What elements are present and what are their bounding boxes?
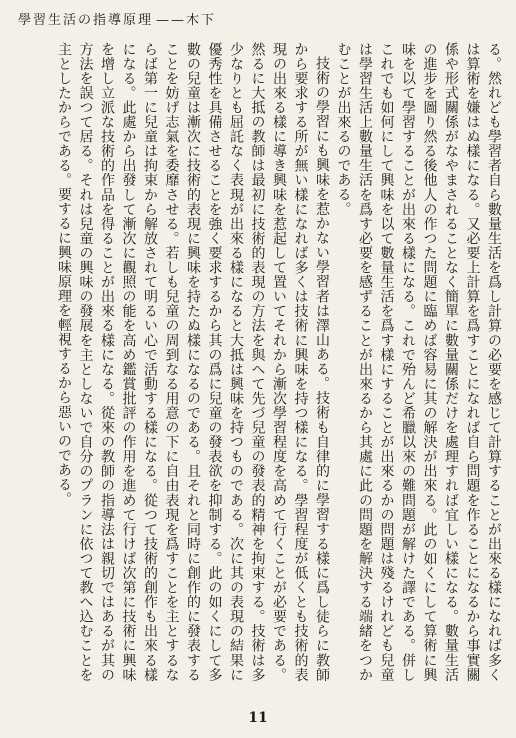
paragraph-arithmetic: る。然れども學習者自ら數量生活を爲し計算の必要を感じて計算することが出來る樣になれば多くは算術を嫌はぬ樣になる。又必要上計算を爲すことになれば自ら問題を作ることになるから事實關係や形式關係がなやまされることなく簡單に數量關係だけを處理すれば宜しい樣になる。數量生活の進步を圖り然る後他人の作つた問題に臨めば容易に其の解決が出來る。此の如くにして算術に興味を以て學習することが出來る樣になる。これで殆んど希臘以來の難問題が解けた譯である。併しこれでも如何にして興味を以て數量生活を爲す樣にすることが出來るかの問題は殘るけれども兒童は學習生活上數量生活を爲す必要を感ずることが出來るから其處に此の問題を解決する端緒をつかむことが出來るのである。 [335,42,502,682]
paragraph-technique: 技術の學習にも興味を惹かない學習者は澤山ある。技術も自律的に學習する樣に爲し徒らに教師から要求する所が無い樣になれば多くは技術に興味を持つ樣になる。學習程度が低くとも技術的表現の出來る樣に導き興味を惹起して置いてそれから漸次學習程度を高めて行くことが必要である。然るに大抵の教師は最初に技術的表現の方法を與へて先づ兒童の發表的精神を拘束する。技術は多少なりとも屈託なく表現が出來る樣になると大抵は興味を持つものである。次に其の表現の結果に優秀性を具備させることを強く要求するから其の爲に兒童の發表欲を抑制する。此の如くにして多數の兒童は漸次に技術的表現に興味を持たぬ樣になるのである。且それと同時に創作的に發表することを妨げ志氣を委靡させる。若しも兒童の周到なる用意の下に自由表現を爲すことを主とするならば第一に兒童は拘束から解放されて明るい心で活動する樣になる。從つて技術的創作も出來る樣になる。此處から出發して漸次に觀照の能を高め鑑賞批評の作用を進めて行けば次第に技術に興味を增し立派な技術的作品を得ることが出來る樣になる。從來の教師の指導法は親切ではあるが其の方法を誤つて居る。それは兒童の興味の發展を主としないで自分のプランに依つて教へ込むことを主としたからである。要するに興味原理を輕視するから惡いのである。 [56,42,330,682]
vertical-text-body [26,42,504,682]
page-number: 11 [248,710,268,726]
running-head-title: 學習生活の指導原理 [18,13,154,28]
running-head-author: ——木下 [156,13,217,28]
